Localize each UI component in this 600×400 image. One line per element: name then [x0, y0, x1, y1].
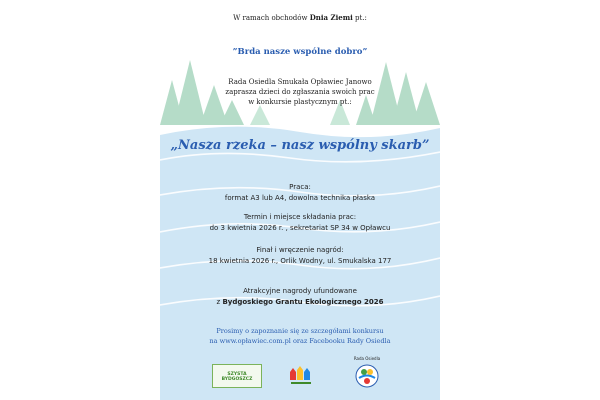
- rada-osiedla-emblem-icon: [355, 364, 379, 388]
- subtitle: ”Brda nasze wspólne dobro”: [232, 47, 368, 57]
- prizes-prefix: z: [216, 297, 223, 306]
- intro-bold: Dnia Ziemi: [309, 13, 353, 22]
- work-heading: Praca:: [289, 183, 311, 191]
- poster-content: [160, 0, 440, 400]
- invite-line: zaprasza dzieci do zgłaszania swoich prac: [225, 88, 375, 96]
- final-info: [160, 245, 440, 266]
- deadline-heading: Termin i miejsce składania prac:: [243, 213, 357, 221]
- work-info: [160, 182, 440, 203]
- footer-note: [160, 326, 440, 346]
- poster: [160, 0, 440, 400]
- rada-osiedla-label: Rada Osiedla: [353, 356, 381, 361]
- intro-suffix: pt.:: [352, 14, 367, 22]
- final-heading: Finał i wręczenie nagród:: [256, 246, 344, 254]
- footer-link-line[interactable]: na www.opławiec.com.pl oraz Facebooku Rady Osiedla: [209, 337, 391, 345]
- intro-line: [160, 13, 440, 22]
- work-text: format A3 lub A4, dowolna technika płaska: [224, 193, 376, 202]
- invite-line: w konkursie plastycznym pt.:: [248, 98, 352, 106]
- final-text: 18 kwietnia 2026 r., Orlik Wodny, ul. Smukalska 177: [208, 256, 392, 265]
- rada-osiedla-logo: [352, 356, 382, 392]
- prizes-info: [160, 286, 440, 307]
- contest-title: „Nasza rzeka – nasz wspólny skarb”: [170, 138, 430, 153]
- invite-line: Rada Osiedla Smukała Opławiec Janowo: [228, 78, 372, 86]
- czysta-bydgoszcz-logo-text: SZYSTA BYDGOSZCZ: [221, 372, 253, 382]
- czysta-bydgoszcz-logo: [212, 364, 262, 388]
- deadline-info: [160, 212, 440, 233]
- footer-line: Prosimy o zapoznanie się ze szczegółami konkursu: [216, 327, 384, 335]
- bydgoszcz-city-logo: [287, 366, 315, 388]
- invitation-text: [160, 77, 440, 107]
- prizes-line: Atrakcyjne nagrody ufundowane: [243, 287, 357, 295]
- prizes-grant: Bydgoskiego Grantu Ekologicznego 2026: [222, 297, 384, 306]
- intro-prefix: W ramach obchodów: [233, 14, 310, 22]
- deadline-text: do 3 kwietnia 2026 r. , sekretariat SP 34 w Opławcu: [209, 223, 391, 232]
